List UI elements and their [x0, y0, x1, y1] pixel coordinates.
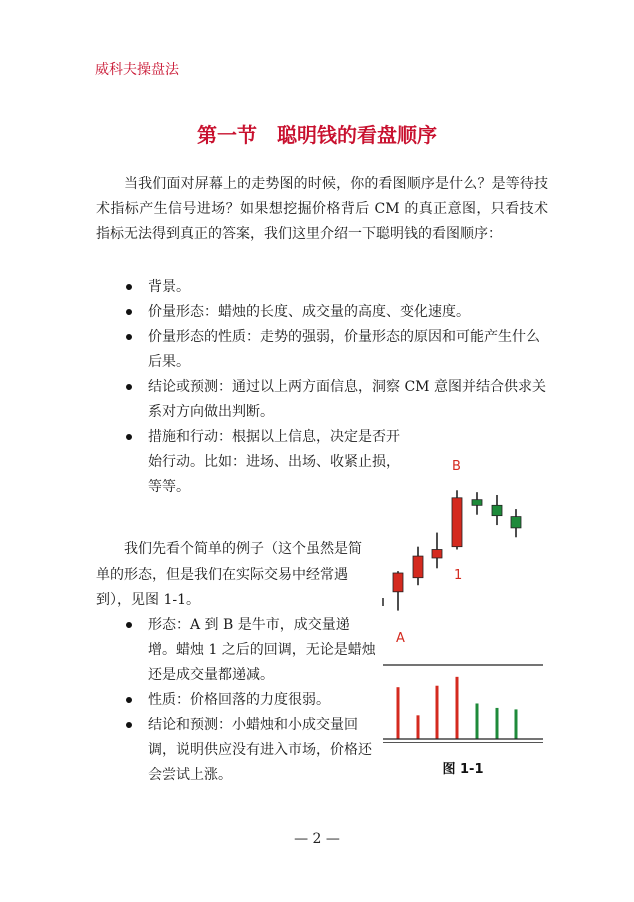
candle-1: [393, 571, 403, 610]
bullet-icon: [126, 722, 132, 728]
candle-7: [511, 509, 521, 537]
list-item: [118, 300, 548, 325]
candle-3: [432, 533, 442, 569]
volume-bar-6: [496, 708, 499, 739]
bullet-icon: [126, 622, 132, 628]
volume-layer: [397, 677, 518, 739]
volume-bar-1: [397, 687, 400, 739]
list-item-text: 结论或预测：通过以上两方面信息，洞察 CM 意图并结合供求关系对方向做出判断。: [148, 379, 546, 420]
list-item: [118, 275, 548, 300]
candle-4: [452, 490, 462, 549]
list-item-text: 价量形态：蜡烛的长度、成交量的高度、变化速度。: [148, 304, 470, 320]
bullet-icon: [126, 284, 132, 290]
volume-bar-3: [436, 686, 439, 739]
list-item-text: 价量形态的性质：走势的强弱，价量形态的原因和可能产生什么后果。: [148, 329, 540, 370]
bullet-icon: [126, 697, 132, 703]
list-item: [118, 425, 403, 500]
list-item-text: 措施和行动：根据以上信息，决定是否开始行动。比如：进场、出场、收紧止损，等等。: [148, 429, 400, 495]
volume-bar-4: [456, 677, 459, 739]
list-item-text: 性质：价格回落的力度很弱。: [148, 692, 330, 708]
list-item-text: 结论和预测：小蜡烛和小成交量回调，说明供应没有进入市场，价格还会尝试上涨。: [148, 717, 372, 783]
candle-body: [452, 498, 462, 547]
running-header: 威科夫操盘法: [95, 62, 179, 78]
list-item: [118, 375, 548, 425]
list-item: [118, 713, 376, 788]
list-item-text: 形态：A 到 B 是牛市，成交量递增。蜡烛 1 之后的回调，无论是蜡烛还是成交量都递减。: [148, 617, 376, 683]
bullet-icon: [126, 384, 132, 390]
page-number: — 2 —: [294, 831, 340, 847]
volume-bar-7: [515, 709, 518, 739]
candles-layer: [393, 490, 521, 610]
candle-2: [413, 547, 423, 586]
intro-paragraph: 当我们面对屏幕上的走势图的时候，你的看图顺序是什么？是等待技术指标产生信号进场？如果想挖掘价格背后 CM 的真正意图，只看技术指标无法得到真正的答案，我们这里介绍一下聪明钱的看图顺序：: [96, 176, 548, 242]
candle-body: [511, 517, 521, 528]
list-item: [118, 613, 376, 688]
candle-body: [472, 500, 482, 506]
volume-bar-5: [476, 703, 479, 739]
list-item-text: 背景。: [148, 279, 190, 295]
example-paragraph: 我们先看个简单的例子（这个虽然是简单的形态，但是我们在实际交易中经常遇到），见图 1-1。: [96, 541, 362, 608]
label-1: 1: [454, 568, 463, 583]
list-item: [118, 688, 376, 713]
list-item: [118, 325, 548, 375]
bullet-icon: [126, 434, 132, 440]
figure-caption: 图 1-1: [442, 762, 484, 777]
example-list: [118, 613, 376, 788]
bullet-icon: [126, 334, 132, 340]
section-title: 第一节 聪明钱的看盘顺序: [197, 123, 437, 147]
candle-body: [393, 573, 403, 592]
label-a: A: [396, 631, 405, 646]
volume-bar-2: [417, 715, 420, 739]
bullet-icon: [126, 309, 132, 315]
candle-body: [492, 505, 502, 515]
candle-body: [413, 556, 423, 578]
candle-5: [472, 492, 482, 515]
label-b: B: [452, 459, 461, 474]
candlestick-volume-chart: [380, 455, 546, 755]
candle-body: [432, 550, 442, 558]
figure-1-1: [380, 455, 546, 785]
candle-6: [492, 495, 502, 525]
